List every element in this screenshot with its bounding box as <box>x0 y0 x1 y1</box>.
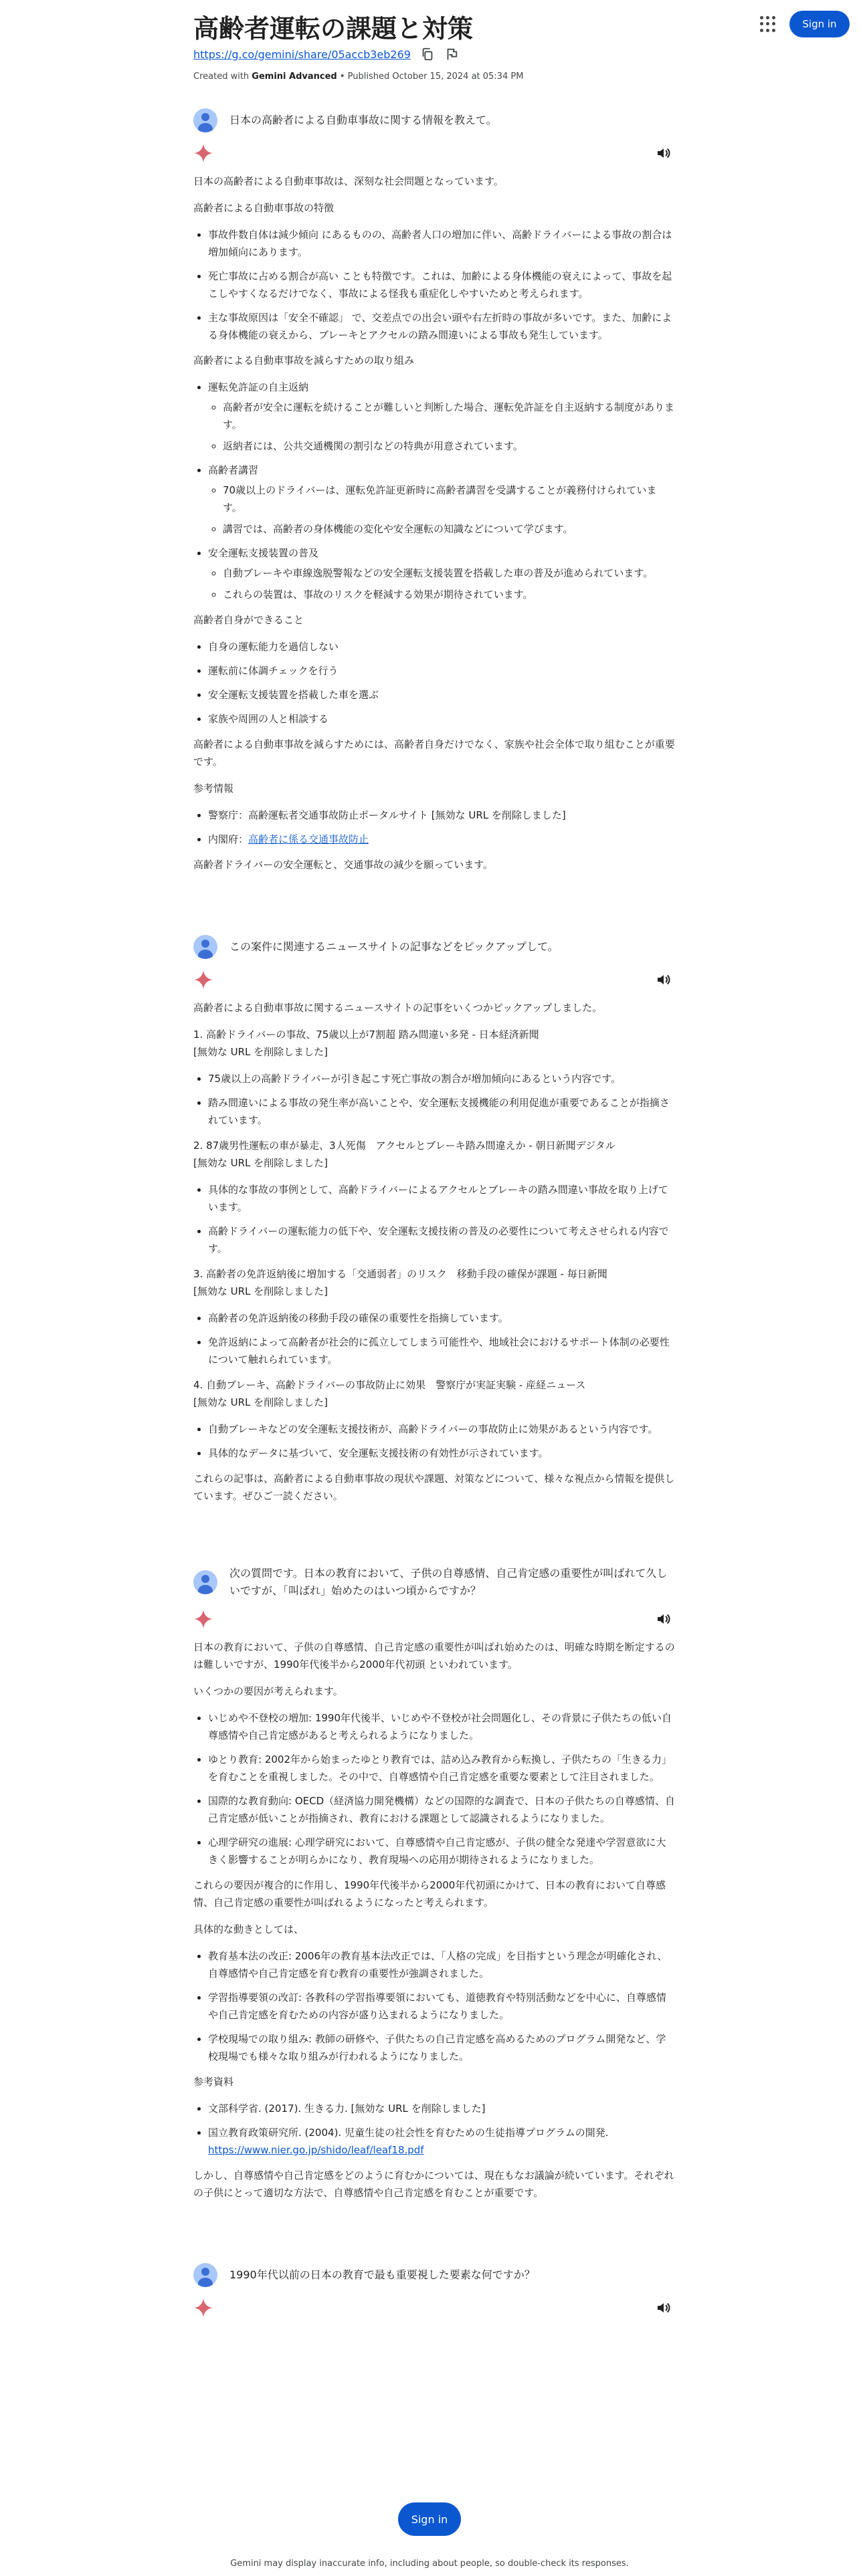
model-response <box>193 173 675 873</box>
share-link[interactable]: https://g.co/gemini/share/05accb3eb269 <box>193 47 411 61</box>
response-text: いくつかの要因が考えられます。 <box>193 1685 343 1697</box>
response-text: 参考資料 <box>193 2076 234 2088</box>
response-text: 具体的な動きとしては、 <box>193 1923 304 1935</box>
list-item: • いじめや不登校の増加: 1990年代後半、いじめや不登校が社会問題化し、その背景に子供たちの低い自尊感情や自己肯定感があると考えられるようになりました。 <box>208 1709 675 1744</box>
sign-in-button[interactable]: Sign in <box>789 11 850 37</box>
reference-link[interactable]: 高齢者に係る交通事故防止 <box>248 833 369 845</box>
share-row <box>193 47 459 62</box>
copy-icon[interactable] <box>420 47 435 62</box>
list-item: • 安全運転支援装置を搭載した車を選ぶ <box>208 686 675 704</box>
flag-icon[interactable] <box>444 47 459 62</box>
user-avatar <box>193 2263 217 2287</box>
list-item: ◦ 講習では、高齢者の身体機能の変化や安全運転の知識などについて学びます。 <box>223 520 675 538</box>
list-item: • 教育基本法の改正: 2006年の教育基本法改正では、「人格の完成」を目指すという理念が明確化され、自尊感情や自己肯定感を育む教育の重要性が強調されました。 <box>208 1947 675 1982</box>
response-text: 参考情報 <box>193 782 234 794</box>
list-item <box>208 461 675 538</box>
conversation <box>193 107 675 2345</box>
response-text: [無効な URL を削除しました] <box>193 1285 328 1297</box>
list-item: • 免許返納によって高齢者が社会的に孤立してしまう可能性や、地域社会におけるサポート体制の必要性について触れられています。 <box>208 1333 675 1368</box>
list-item: • 家族や周囲の人と相談する <box>208 710 675 728</box>
user-prompt-text: 日本の高齢者による自動車事故に関する情報を教えて。 <box>229 114 497 126</box>
list-item: • 運転前に体調チェックを行う <box>208 662 675 679</box>
list-item: • 国際的な教育動向: OECD（経済協力開発機構）などの国際的な調査で、日本の子供たちの自尊感情、自己肯定感が低いことが指摘され、教育における課題として認識されるようになりました。 <box>208 1792 675 1827</box>
list-item: • 具体的なデータに基づいて、安全運転支援技術の有効性が示されています。 <box>208 1444 675 1462</box>
response-text: [無効な URL を削除しました] <box>193 1396 328 1408</box>
response-text: 高齢者講習 <box>208 464 259 476</box>
user-prompt <box>193 1565 675 1600</box>
response-text: 高齢者による自動車事故を減らすためには、高齢者自身だけでなく、家族や社会全体で取り組むことが重要です。 <box>193 738 675 768</box>
response-text: 国立教育政策研究所. (2004). 児童生徒の社会性を育むための生徒指導プログラムの開発. <box>208 2127 609 2139</box>
response-header <box>193 970 675 990</box>
speaker-icon[interactable] <box>655 145 671 161</box>
sign-in-button-bottom[interactable]: Sign in <box>398 2502 461 2536</box>
response-header <box>193 1609 675 1629</box>
model-response <box>193 999 675 1505</box>
apps-grid-icon[interactable] <box>760 16 776 32</box>
model-response <box>193 1638 675 2202</box>
conversation-turn <box>193 107 675 873</box>
model-name: Gemini Advanced <box>252 72 337 82</box>
response-text: 高齢者自身ができること <box>193 614 304 626</box>
gemini-sparkle-icon <box>193 143 213 163</box>
user-prompt <box>193 2262 675 2288</box>
list-item: • 75歳以上の高齢ドライバーが引き起こす死亡事故の割合が増加傾向にあるという内容です。 <box>208 1070 675 1087</box>
response-header <box>193 2298 675 2318</box>
list-item: • 高齢ドライバーの運転能力の低下や、安全運転支援技術の普及の必要性について考えさせられる内容です。 <box>208 1222 675 1257</box>
list-item: ◦ 返納者には、公共交通機関の割引などの特典が用意されています。 <box>223 437 675 455</box>
response-text: 日本の高齢者による自動車事故は、深刻な社会問題となっています。 <box>193 175 504 187</box>
list-item: • 学習指導要領の改訂: 各教科の学習指導要領においても、道徳教育や特別活動などを中心に、自尊感情や自己肯定感を育むための内容が盛り込まれるようになりました。 <box>208 1989 675 2024</box>
list-item: • 自動ブレーキなどの安全運転支援技術が、高齢ドライバーの事故防止に効果があるという内容です。 <box>208 1420 675 1438</box>
list-item: ◦ これらの装置は、事故のリスクを軽減する効果が期待されています。 <box>223 586 675 603</box>
disclaimer: Gemini may display inaccurate info, including about people, so double-check its responses. <box>230 2559 629 2569</box>
speaker-icon[interactable] <box>655 972 671 988</box>
response-text: 運転免許証の自主返納 <box>208 381 309 393</box>
user-avatar <box>193 108 217 132</box>
conversation-turn <box>193 1565 675 2202</box>
reference-link[interactable]: https://www.nier.go.jp/shido/leaf/leaf18.pdf <box>208 2144 424 2156</box>
list-item: • 心理学研究の進展: 心理学研究において、自尊感情や自己肯定感が、子供の健全な発達や学習意欲に大きく影響することが明らかになり、教育現場への応用が期待されるようになりました。 <box>208 1834 675 1868</box>
list-item: ◦ 70歳以上のドライバーは、運転免許証更新時に高齢者講習を受講することが義務付けられています。 <box>223 481 675 516</box>
footer <box>0 2474 859 2576</box>
response-header <box>193 143 675 163</box>
list-item: • 死亡事故に占める割合が高い ことも特徴です。これは、加齢による身体機能の衰えによって、事故を起こしやすくなるだけでなく、事故による怪我も重症化しやすいためと考えられます。 <box>208 267 675 302</box>
list-item: • 自身の運転能力を過信しない <box>208 638 675 655</box>
speaker-icon[interactable] <box>655 2300 671 2316</box>
response-text: これらの要因が複合的に作用し、1990年代後半から2000年代初頭にかけて、日本の教育において自尊感情、自己肯定感の重要性が叫ばれるようになったと考えられます。 <box>193 1879 666 1909</box>
list-item <box>208 2124 675 2159</box>
page-title: 高齢者運転の課題と対策 <box>193 14 474 43</box>
user-avatar <box>193 1570 217 1594</box>
user-avatar <box>193 935 217 959</box>
speaker-icon[interactable] <box>655 1611 671 1627</box>
list-item <box>208 544 675 603</box>
response-text: 高齢者による自動車事故を減らすための取り組み <box>193 354 415 366</box>
list-item: • 高齢者の免許返納後の移動手段の確保の重要性を指摘しています。 <box>208 1309 675 1327</box>
response-text: 4. 自動ブレーキ、高齢ドライバーの事故防止に効果 警察庁が実証実験 - 産経ニュース <box>193 1379 586 1391</box>
gemini-sparkle-icon <box>193 1609 213 1629</box>
gemini-sparkle-icon <box>193 2298 213 2318</box>
response-text: 高齢者ドライバーの安全運転と、交通事故の減少を願っています。 <box>193 859 494 871</box>
user-prompt-text: 1990年代以前の日本の教育で最も重要視した要素な何ですか？ <box>229 2268 535 2281</box>
response-text: しかし、自尊感情や自己肯定感をどのように育むかについては、現在もなお議論が続いています。それぞれの子供にとって適切な方法で、自尊感情や自己肯定感を育むことが重要です。 <box>193 2169 674 2199</box>
list-item: • 警察庁：高齢運転者交通事故防止ポータルサイト [無効な URL を削除しました] <box>208 807 675 824</box>
share-meta: Created with Gemini Advanced • Published October 15, 2024 at 05:34 PM <box>193 72 524 82</box>
list-item: • 学校現場での取り組み: 教師の研修や、子供たちの自己肯定感を高めるためのプログラム開発など、学校現場でも様々な取り組みが行われるようになりました。 <box>208 2030 675 2065</box>
conversation-turn <box>193 2262 675 2318</box>
response-text: 高齢者による自動車事故の特徴 <box>193 202 335 214</box>
response-text: これらの記事は、高齢者による自動車事故の現状や課題、対策などについて、様々な視点から情報を提供しています。ぜひご一読ください。 <box>193 1473 675 1502</box>
gemini-sparkle-icon <box>193 970 213 990</box>
response-text: [無効な URL を削除しました] <box>193 1157 328 1169</box>
user-prompt-text: 次の質問です。日本の教育において、子供の自尊感情、自己肯定感の重要性が叫ばれて久しいですが、「叫ばれ」始めたのはいつ頃からですか？ <box>229 1567 668 1597</box>
response-text: 2. 87歳男性運転の車が暴走、3人死傷 アクセルとブレーキ踏み間違えか - 朝日新聞デジタル <box>193 1140 615 1152</box>
user-prompt <box>193 107 675 134</box>
response-text: 高齢者による自動車事故に関するニュースサイトの記事をいくつかピックアップしました。 <box>193 1002 603 1014</box>
list-item: • 事故件数自体は減少傾向 にあるものの、高齢者人口の増加に伴い、高齢ドライバーによる事故の割合は増加傾向にあります。 <box>208 226 675 261</box>
list-item <box>208 379 675 455</box>
user-prompt <box>193 934 675 960</box>
list-item: • 踏み間違いによる事故の発生率が高いことや、安全運転支援機能の利用促進が重要であることが指摘されています。 <box>208 1094 675 1129</box>
list-item: ◦ 高齢者が安全に運転を続けることが難しいと判断した場合、運転免許証を自主返納する制度があります。 <box>223 399 675 433</box>
list-item: • 文部科学省. (2017). 生きる力. [無効な URL を削除しました] <box>208 2100 675 2117</box>
list-item: • ゆとり教育: 2002年から始まったゆとり教育では、詰め込み教育から転換し、子供たちの「生きる力」を育むことを重視しました。その中で、自尊感情や自己肯定感を重要な要素として注目されました。 <box>208 1751 675 1786</box>
response-text: [無効な URL を削除しました] <box>193 1046 328 1058</box>
response-text: 3. 高齢者の免許返納後に増加する「交通弱者」のリスク 移動手段の確保が課題 - 毎日新聞 <box>193 1268 607 1280</box>
list-item: • 主な事故原因は「安全不確認」 で、交差点での出会い頭や右左折時の事故が多いです。また、加齢による身体機能の衰えから、ブレーキとアクセルの踏み間違いによる事故も発生しています。 <box>208 309 675 344</box>
list-item: ◦ 自動ブレーキや車線逸脱警報などの安全運転支援装置を搭載した車の普及が進められています。 <box>223 564 675 582</box>
user-prompt-text: この案件に関連するニュースサイトの記事などをピックアップして。 <box>229 940 559 953</box>
list-item: • 具体的な事故の事例として、高齢ドライバーによるアクセルとブレーキの踏み間違い事故を取り上げています。 <box>208 1181 675 1216</box>
response-text: 日本の教育において、子供の自尊感情、自己肯定感の重要性が叫ばれ始めたのは、明確な時期を断定するのは難しいですが、1990年代後半から2000年代初頭 といわれています。 <box>193 1641 675 1671</box>
response-text: 安全運転支援装置の普及 <box>208 547 319 559</box>
published-date: Published October 15, 2024 at 05:34 PM <box>347 72 524 82</box>
page-header <box>0 0 859 94</box>
list-item <box>208 831 675 848</box>
conversation-turn <box>193 934 675 1505</box>
response-text: 1. 高齢ドライバーの事故、75歳以上が7割超 踏み間違い多発 - 日本経済新聞 <box>193 1029 539 1041</box>
response-text: 内閣府： <box>208 833 249 845</box>
